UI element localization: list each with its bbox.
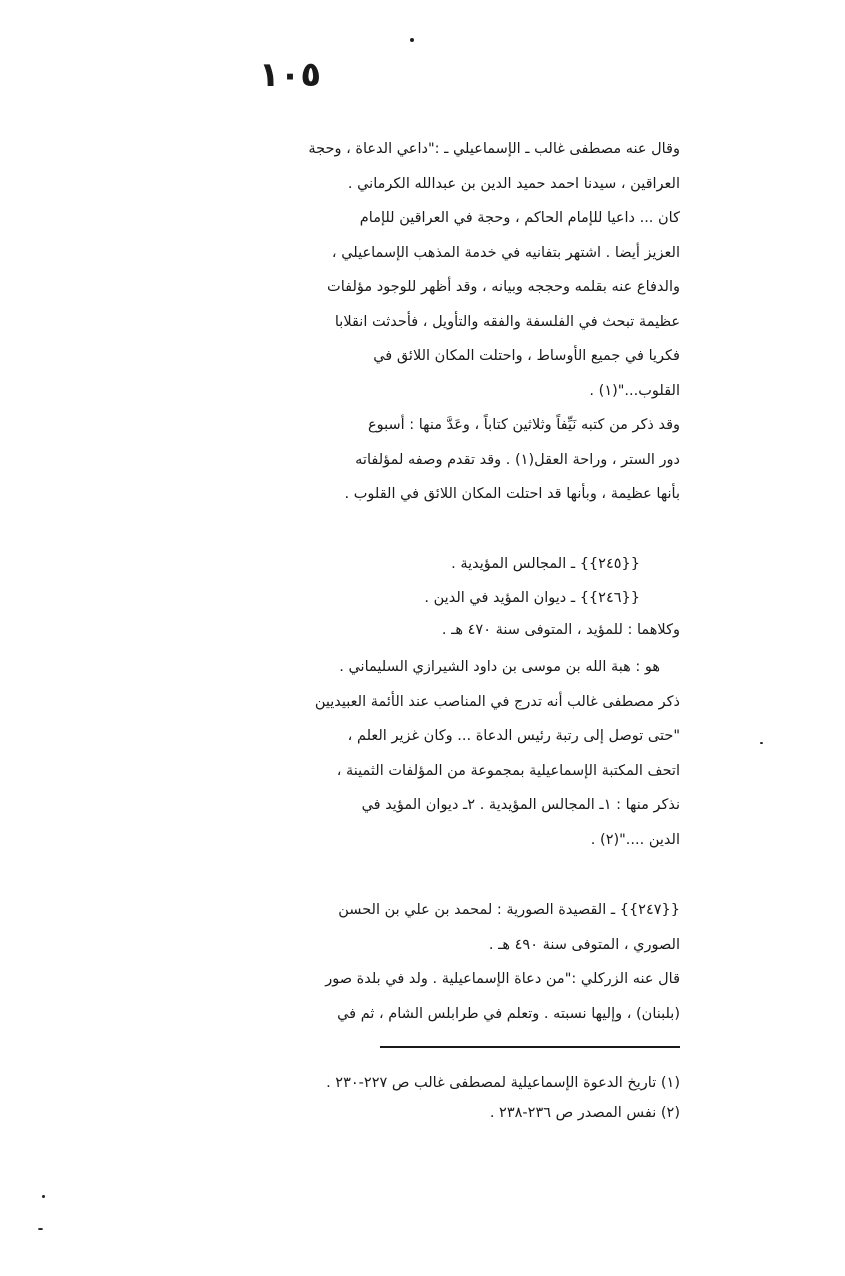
entry-246: {{٢٤٦}} ـ ديوان المؤيد في الدين . — [424, 589, 640, 606]
text-line: عظيمة تبحث في الفلسفة والفقه والتأويل ، فأحدثت انقلابا — [334, 313, 680, 330]
text-line: وكلاهما : للمؤيد ، المتوفى سنة ٤٧٠ هـ . — [441, 621, 680, 638]
text-line: الصوري ، المتوفى سنة ٤٩٠ هـ . — [488, 936, 680, 953]
footnote-1: (١) تاريخ الدعوة الإسماعيلية لمصطفى غالب ص ٢٢٧-٢٣٠ . — [326, 1075, 680, 1091]
text-line: فكريا في جميع الأوساط ، واحتلت المكان اللائق في — [373, 348, 680, 364]
paragraph-kirmani-books — [105, 408, 680, 512]
entry-245: {{٢٤٥}} ـ المجالس المؤيدية . — [451, 556, 640, 572]
text-line: اتحف المكتبة الإسماعيلية بمجموعة من المؤلفات الثمينة ، — [336, 762, 680, 779]
scan-speck — [38, 1228, 43, 1230]
text-line: العراقين ، سيدنا احمد حميد الدين بن عبدالله الكرماني . — [347, 175, 680, 192]
footnote-divider — [380, 1046, 680, 1048]
scan-speck — [42, 1195, 45, 1198]
text-line: وقال عنه مصطفى غالب ـ الإسماعيلي ـ :"داعي الدعاة ، وحجة — [308, 141, 680, 157]
paragraph-muayyad-bio — [105, 650, 680, 857]
text-line: بأنها عظيمة ، وبأنها قد احتلت المكان اللائق في القلوب . — [344, 486, 680, 502]
paragraph-kirmani-quote — [105, 132, 680, 408]
text-line: ذكر مصطفى غالب أنه تدرج في المناصب عند الأئمة العبيديين — [314, 693, 680, 710]
text-line: {{٢٤٧}} ـ القصيدة الصورية : لمحمد بن علي بن الحسن — [338, 902, 680, 918]
entry-247 — [105, 893, 680, 1031]
entries-245-246 — [105, 547, 680, 646]
footnote-2: (٢) نفس المصدر ص ٢٣٦-٢٣٨ . — [489, 1105, 680, 1121]
text-line: والدفاع عنه بقلمه وحججه وبيانه ، وقد أظهر للوجود مؤلفات — [327, 279, 680, 295]
page-number: ١٠٥ — [258, 55, 322, 95]
text-line: "حتى توصل إلى رتبة رئيس الدعاة ... وكان غزير العلم ، — [347, 728, 680, 744]
text-line: دور الستر ، وراحة العقل(١) . وقد تقدم وصفه لمؤلفاته — [355, 451, 680, 468]
text-line: هو : هبة الله بن موسى بن داود الشيرازي السليماني . — [339, 659, 660, 675]
text-line: الدين ...."(٢) . — [590, 831, 680, 848]
text-line: (بلبنان) ، وإليها نسبته . وتعلم في طرابلس الشام ، ثم في — [337, 1005, 680, 1022]
text-line: العزيز أيضا . اشتهر بتفانيه في خدمة المذهب الإسماعيلي ، — [331, 244, 680, 261]
text-line: وقد ذكر من كتبه نَيِّفاً وثلاثين كتاباً ، وعَدَّ منها : أسبوع — [367, 417, 680, 433]
text-line: القلوب..."(١) . — [589, 382, 680, 399]
scan-speck — [410, 38, 414, 42]
text-line: كان ... داعيا للإمام الحاكم ، وحجة في العراقين للإمام — [359, 210, 680, 226]
text-line: قال عنه الزركلي :"من دعاة الإسماعيلية . ولد في بلدة صور — [325, 971, 680, 987]
scan-speck — [760, 742, 763, 744]
text-line: نذكر منها : ١ـ المجالس المؤيدية . ٢ـ ديوان المؤيد في — [361, 797, 680, 813]
footnotes — [105, 1068, 680, 1128]
